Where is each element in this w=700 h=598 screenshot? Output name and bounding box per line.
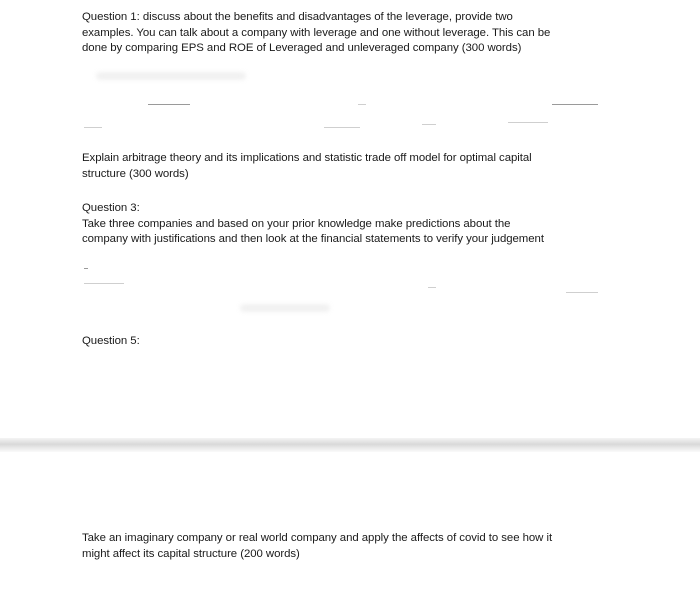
question-5-heading: Question 5: [82, 335, 140, 347]
scan-artifact-line [358, 104, 366, 105]
scan-artifact-line [84, 283, 124, 284]
scan-artifact-line [552, 104, 598, 105]
page-fold-shadow [0, 438, 700, 452]
blurred-remnant [96, 72, 246, 80]
scan-artifact-line [84, 268, 88, 269]
blurred-remnant [240, 304, 330, 312]
scan-artifact-line [428, 287, 436, 288]
scan-artifact-line [324, 127, 360, 128]
scan-artifact-line [148, 104, 190, 105]
scan-artifact-line [508, 122, 548, 123]
question-1-text: Question 1: discuss about the benefits and disadvantages of the leverage, provide two examples. You can talk about a company with leverage and one without leverage. This can be done by comparing EPS and ROE of Leveraged and unleveraged company (300 words) [82, 11, 551, 55]
question-2-text: Explain arbitrage theory and its implications and statistic trade off model for optimal capital structure (300 words) [82, 152, 532, 180]
scan-artifact-line [84, 127, 102, 128]
question-5-text: Take an imaginary company or real world company and apply the affects of covid to see how it might affect its capital structure (200 words) [82, 532, 553, 560]
scan-artifact-line [566, 292, 598, 293]
scan-artifact-line [422, 124, 436, 125]
question-3-text: Question 3: Take three companies and based on your prior knowledge make predictions about the company with justifications and then look at the financial statements to verify your judgement [82, 202, 544, 246]
